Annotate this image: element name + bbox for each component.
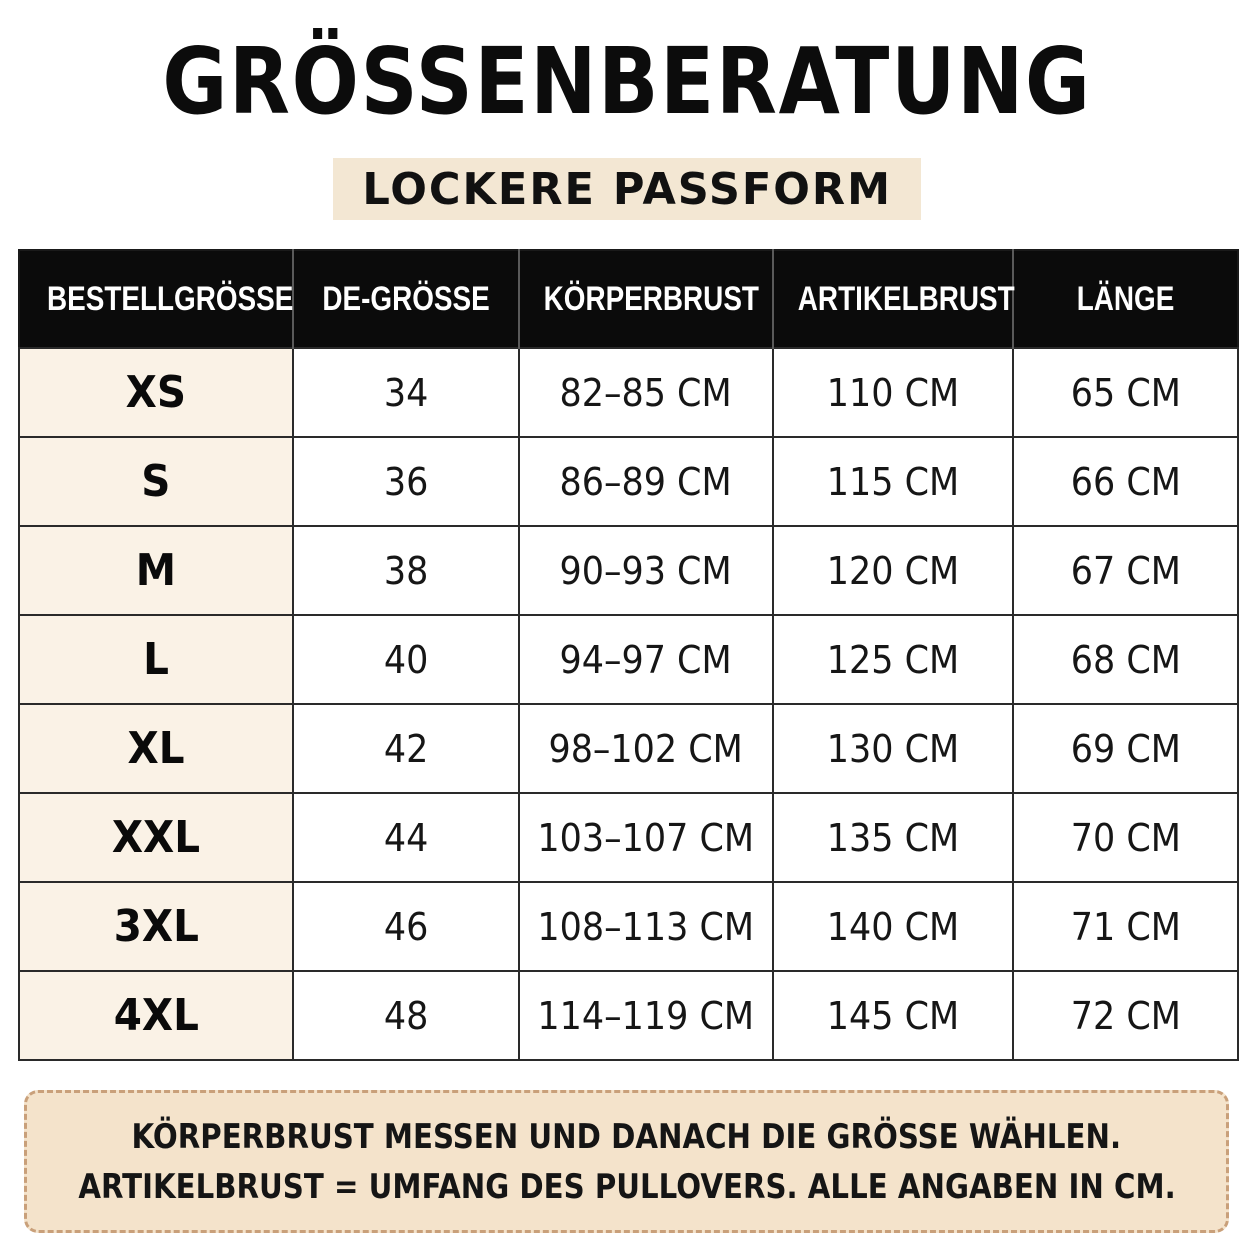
- item-chest-cell: 145 CM: [773, 971, 1013, 1060]
- table-header-row: [19, 250, 1238, 348]
- column-header-length: LÄNGE: [1013, 250, 1238, 348]
- length-cell: 72 CM: [1013, 971, 1238, 1060]
- order-size-cell: XL: [19, 704, 293, 793]
- body-chest-cell: 86–89 CM: [519, 437, 773, 526]
- table-row: [19, 793, 1238, 882]
- de-size-cell: 40: [293, 615, 519, 704]
- body-chest-cell: 82–85 CM: [519, 348, 773, 437]
- length-cell: 69 CM: [1013, 704, 1238, 793]
- table-body: [19, 348, 1238, 1060]
- page-title: GRÖSSENBERATUNG: [162, 28, 1092, 135]
- item-chest-cell: 120 CM: [773, 526, 1013, 615]
- column-header-de-size: DE-GRÖSSE: [293, 250, 519, 348]
- subtitle-banner: [333, 158, 921, 220]
- measurement-note: [24, 1090, 1229, 1233]
- item-chest-cell: 110 CM: [773, 348, 1013, 437]
- length-cell: 66 CM: [1013, 437, 1238, 526]
- de-size-cell: 44: [293, 793, 519, 882]
- item-chest-cell: 130 CM: [773, 704, 1013, 793]
- order-size-cell: XS: [19, 348, 293, 437]
- order-size-cell: M: [19, 526, 293, 615]
- table-row: [19, 971, 1238, 1060]
- order-size-cell: 3XL: [19, 882, 293, 971]
- item-chest-cell: 115 CM: [773, 437, 1013, 526]
- item-chest-cell: 125 CM: [773, 615, 1013, 704]
- table-row: [19, 348, 1238, 437]
- item-chest-cell: 135 CM: [773, 793, 1013, 882]
- note-line-2: ARTIKELBRUST = UMFANG DES PULLOVERS. ALLE ANGABEN IN CM.: [77, 1166, 1176, 1207]
- body-chest-cell: 90–93 CM: [519, 526, 773, 615]
- de-size-cell: 38: [293, 526, 519, 615]
- body-chest-cell: 108–113 CM: [519, 882, 773, 971]
- body-chest-cell: 114–119 CM: [519, 971, 773, 1060]
- length-cell: 65 CM: [1013, 348, 1238, 437]
- de-size-cell: 46: [293, 882, 519, 971]
- table-row: [19, 882, 1238, 971]
- item-chest-cell: 140 CM: [773, 882, 1013, 971]
- de-size-cell: 34: [293, 348, 519, 437]
- length-cell: 67 CM: [1013, 526, 1238, 615]
- table-row: [19, 437, 1238, 526]
- table-row: [19, 704, 1238, 793]
- de-size-cell: 42: [293, 704, 519, 793]
- table-row: [19, 526, 1238, 615]
- body-chest-cell: 103–107 CM: [519, 793, 773, 882]
- order-size-cell: XXL: [19, 793, 293, 882]
- table-row: [19, 615, 1238, 704]
- order-size-cell: 4XL: [19, 971, 293, 1060]
- note-line-1: KÖRPERBRUST MESSEN UND DANACH DIE GRÖSSE WÄHLEN.: [131, 1116, 1122, 1157]
- length-cell: 70 CM: [1013, 793, 1238, 882]
- order-size-cell: L: [19, 615, 293, 704]
- length-cell: 68 CM: [1013, 615, 1238, 704]
- column-header-order-size: BESTELLGRÖSSE: [19, 250, 293, 348]
- table-header: [19, 250, 1238, 348]
- column-header-body-chest: KÖRPERBRUST: [519, 250, 773, 348]
- body-chest-cell: 94–97 CM: [519, 615, 773, 704]
- de-size-cell: 36: [293, 437, 519, 526]
- length-cell: 71 CM: [1013, 882, 1238, 971]
- column-header-item-chest: ARTIKELBRUST: [773, 250, 1013, 348]
- body-chest-cell: 98–102 CM: [519, 704, 773, 793]
- order-size-cell: S: [19, 437, 293, 526]
- subtitle: LOCKERE PASSFORM: [362, 163, 892, 215]
- size-table: [18, 249, 1239, 1061]
- de-size-cell: 48: [293, 971, 519, 1060]
